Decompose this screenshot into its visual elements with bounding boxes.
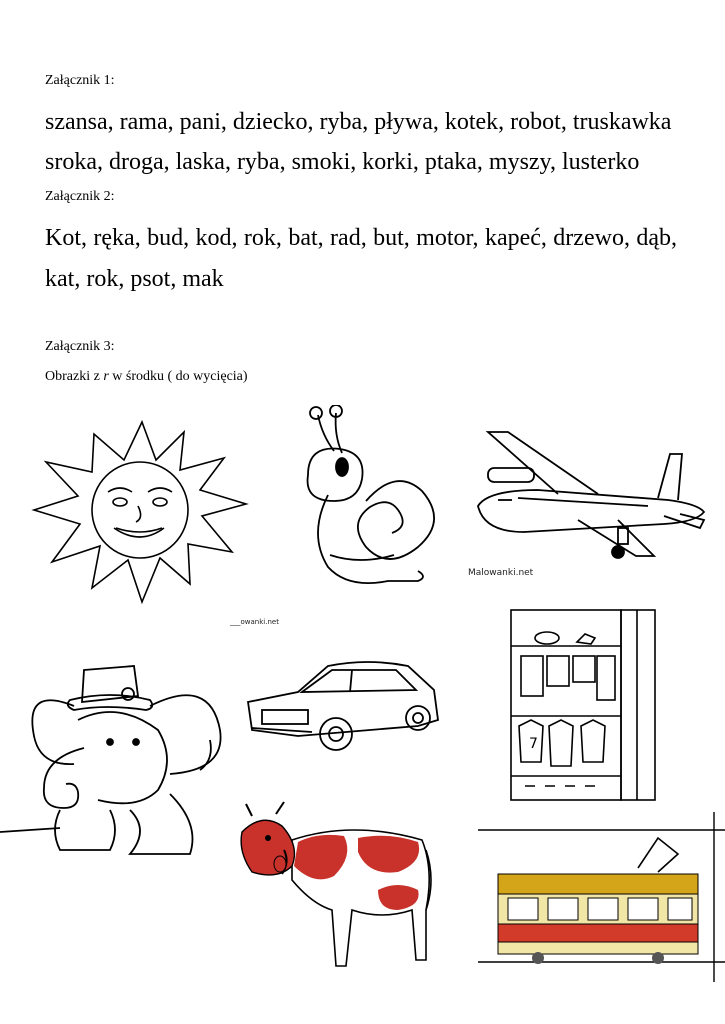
attachment2-label: Załącznik 2: [45,189,115,204]
watermark-text: ___owanki.net [230,618,279,626]
svg-text:7: 7 [529,736,538,752]
attachment2-words: Kot, ręka, bud, kod, rok, bat, rad, but, motor, kapeć, drzewo, dąb, kat, rok, psot, mak [45,225,677,292]
attachment1-label: Załącznik 1: [45,73,115,88]
subtitle-pre: Obrazki z [45,369,104,384]
sun-icon [12,412,262,612]
airplane-icon [468,428,718,588]
subtitle-post: w środku ( do wycięcia) [108,369,248,384]
subtitle-letter: r [103,369,109,384]
car-icon [242,652,442,758]
cow-icon [228,790,438,980]
attachment3-label: Załącznik 3: [45,339,115,354]
attachment3-subtitle [45,369,248,385]
tram-icon [478,812,725,982]
attachment1-words-line1: szansa, rama, pani, dziecko, ryba, pływa, kotek, robot, truskawka [45,109,672,135]
snail-icon [288,405,438,595]
attachment1-words-line2: sroka, droga, laska, ryba, smoki, korki, ptaka, myszy, lusterko [45,149,640,175]
wardrobe-icon [507,606,657,806]
elephant-icon [0,660,230,860]
airplane-watermark: Malowanki.net [468,568,534,578]
